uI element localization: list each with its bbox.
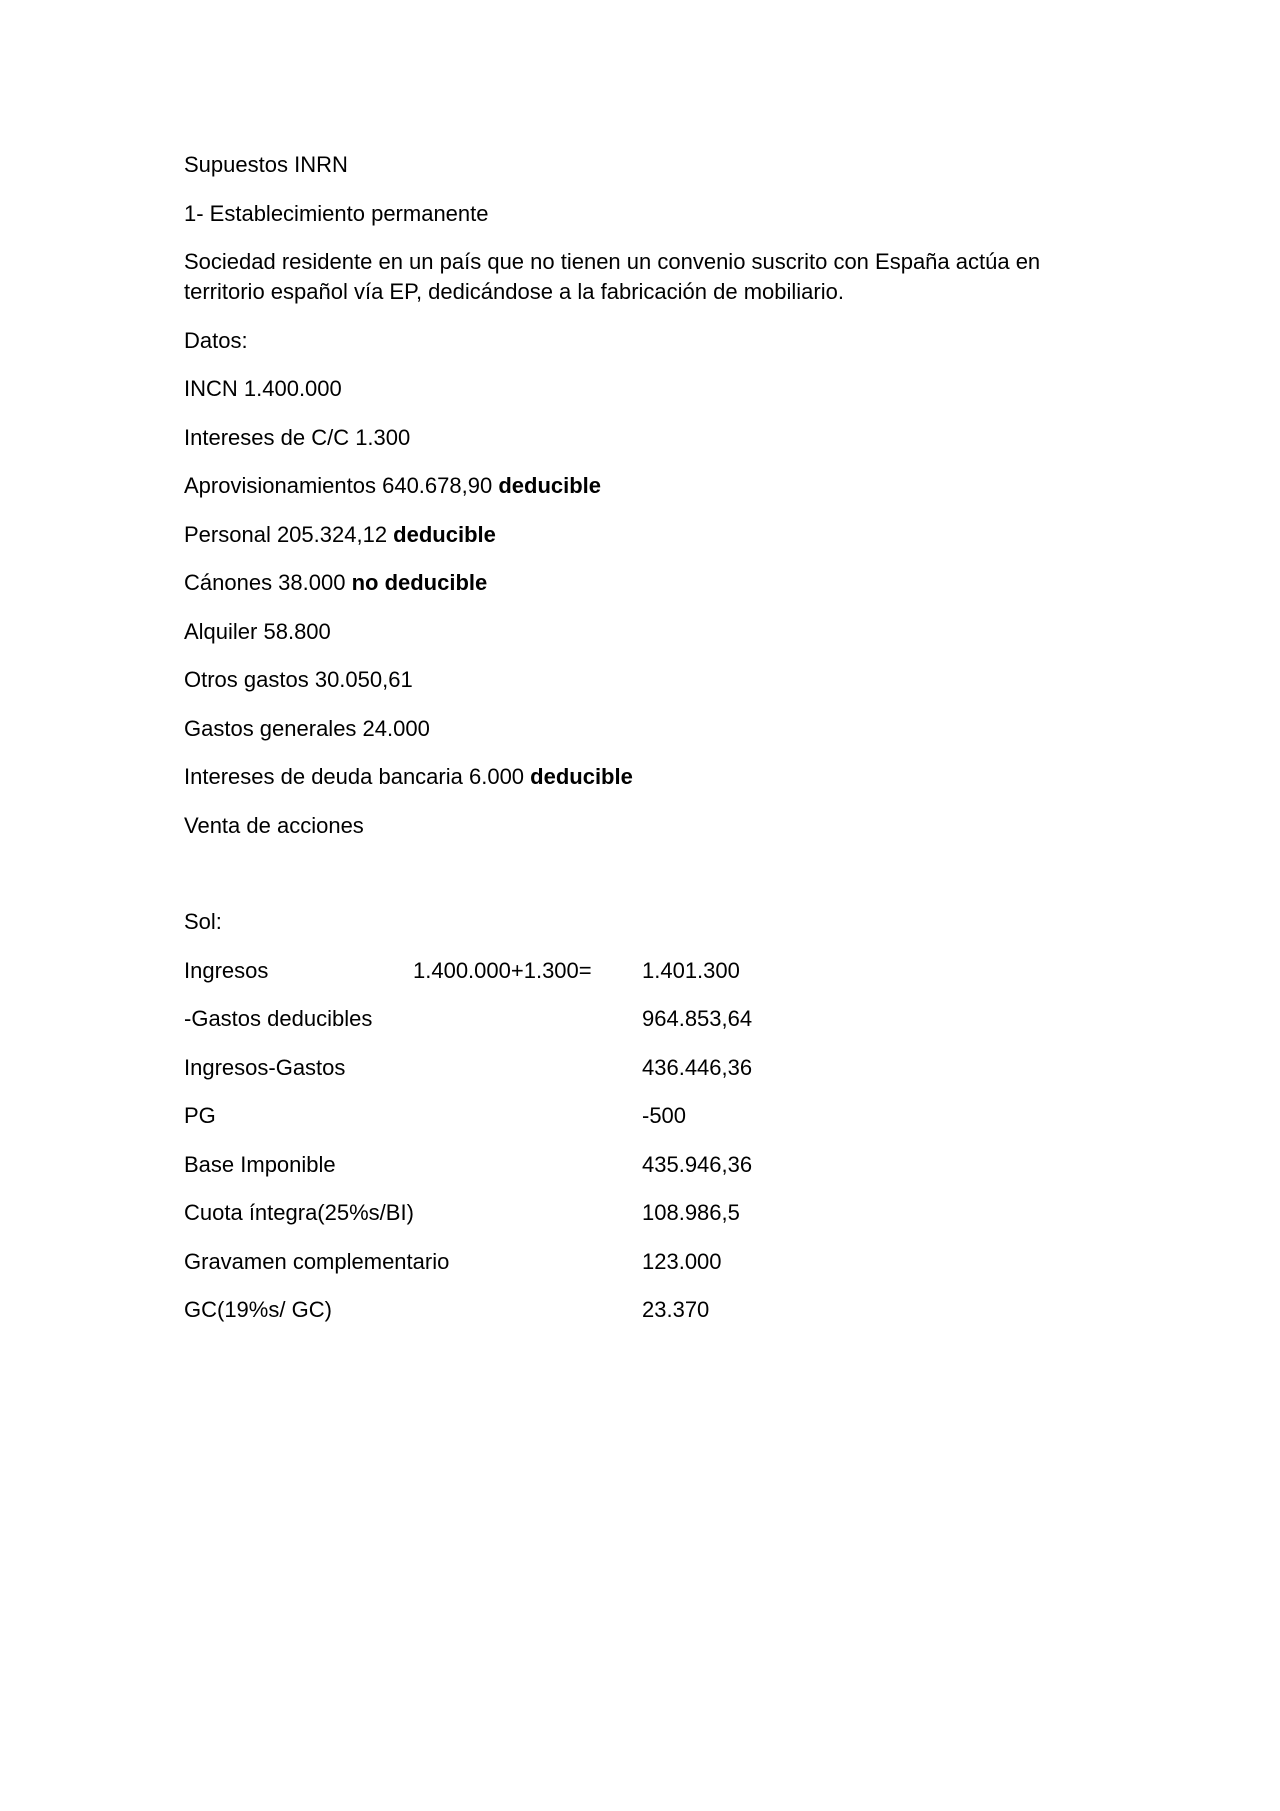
solution-label: Gravamen complementario: [184, 1248, 450, 1274]
datos-label: Datos:: [184, 327, 248, 353]
datos-item-personal: [184, 520, 1084, 550]
datos-item-text: Cánones 38.000: [184, 570, 352, 595]
datos-item-text: Alquiler 58.800: [184, 618, 331, 644]
solution-row-gravamen-complementario: [184, 1247, 1084, 1277]
document-body: [184, 150, 1084, 1344]
datos-item-text: Otros gastos 30.050,61: [184, 667, 413, 692]
datos-item-text: Gastos generales 24.000: [184, 715, 430, 741]
datos-item-note: deducible: [530, 764, 633, 789]
solution-label: Base Imponible: [184, 1151, 336, 1177]
datos-item-text: Intereses de C/C 1.300: [184, 424, 411, 450]
solution-formula: 1.400.000+1.300=: [413, 957, 592, 983]
solution-value: -500: [642, 1103, 687, 1128]
solution-row-cuota-integra: [184, 1198, 1084, 1228]
solution-value: 964.853,64: [642, 1006, 753, 1031]
intro-paragraph: Sociedad residente en un país que no tienen un convenio suscrito con España actúa en territorio español vía EP, dedicándose a la fabricación de mobiliario.: [184, 249, 1041, 304]
blank-line: [184, 859, 1084, 907]
datos-item-venta-acciones: [184, 811, 1084, 841]
solution-value: 108.986,5: [642, 1200, 740, 1225]
datos-item-text: Aprovisionamientos 640.678,90: [184, 473, 499, 498]
solution-value: 123.000: [642, 1248, 722, 1274]
solution-row-ingresos-gastos: [184, 1053, 1084, 1083]
datos-item-aprovisionamientos: [184, 471, 1084, 501]
datos-item-text: Intereses de deuda bancaria 6.000: [184, 764, 531, 789]
solution-row-gastos-deducibles: [184, 1004, 1084, 1034]
solution-label: Cuota íntegra(25%s/BI): [184, 1200, 414, 1225]
datos-item-otros-gastos: [184, 665, 1084, 695]
sol-label: Sol:: [184, 909, 222, 934]
datos-item-note: deducible: [498, 473, 602, 498]
datos-item-canones: [184, 568, 1084, 598]
datos-item-text: Personal 205.324,12: [184, 521, 394, 547]
solution-row-gc: [184, 1295, 1084, 1325]
document-title: Supuestos INRN: [184, 152, 348, 177]
datos-item-text: Venta de acciones: [184, 812, 364, 838]
solution-label: -Gastos deducibles: [184, 1006, 373, 1031]
section-heading: 1- Establecimiento permanente: [184, 200, 489, 226]
datos-item-gastos-generales: [184, 714, 1084, 744]
solution-row-pg: [184, 1101, 1084, 1131]
datos-item-incn: [184, 374, 1084, 404]
solution-value: 1.401.300: [642, 957, 740, 983]
datos-item-note: deducible: [393, 521, 496, 547]
solution-value: 436.446,36: [642, 1054, 753, 1080]
datos-item-intereses-deuda: [184, 762, 1084, 792]
solution-value: 23.370: [642, 1297, 710, 1322]
solution-value: 435.946,36: [642, 1151, 753, 1177]
datos-item-intereses-cc: [184, 423, 1084, 453]
datos-item-note: no deducible: [351, 570, 488, 595]
solution-row-ingresos: [184, 956, 1084, 986]
solution-label: Ingresos: [184, 957, 269, 983]
solution-label: PG: [184, 1103, 216, 1128]
datos-item-alquiler: [184, 617, 1084, 647]
datos-item-text: INCN 1.400.000: [184, 376, 342, 401]
solution-label: Ingresos-Gastos: [184, 1054, 346, 1080]
solution-label: GC(19%s/ GC): [184, 1297, 332, 1322]
solution-row-base-imponible: [184, 1150, 1084, 1180]
